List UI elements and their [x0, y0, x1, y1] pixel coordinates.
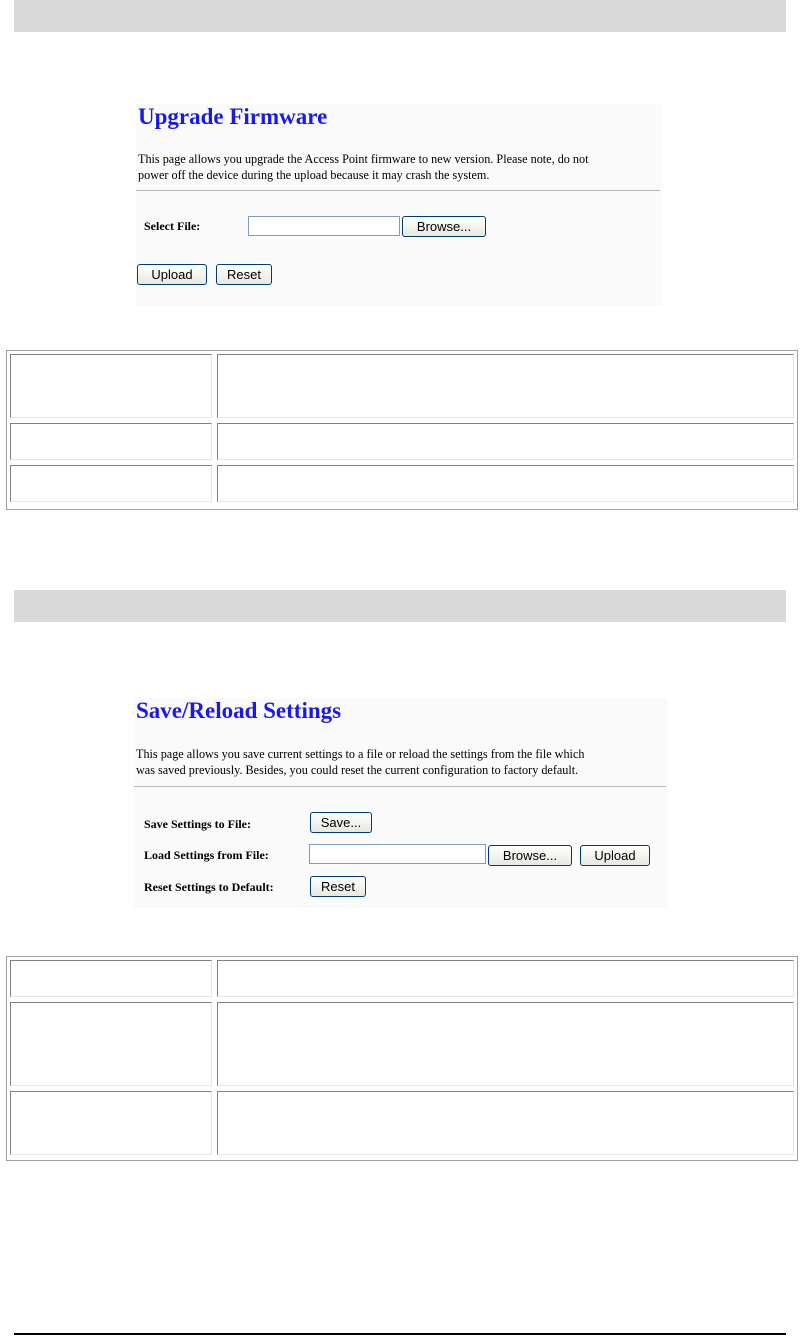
table-cell	[10, 465, 212, 502]
table-row	[10, 1002, 794, 1086]
table-row	[10, 354, 794, 418]
table-cell	[10, 1002, 212, 1086]
table-cell	[217, 960, 794, 997]
table-cell	[10, 423, 212, 460]
table-cell	[10, 1091, 212, 1155]
table-cell	[217, 465, 794, 502]
load-settings-upload-button[interactable]: Upload	[580, 845, 650, 866]
table-cell	[217, 354, 794, 418]
firmware-reset-button[interactable]: Reset	[216, 264, 272, 285]
reset-settings-label: Reset Settings to Default:	[144, 880, 274, 894]
section-header-bar-settings	[14, 590, 786, 622]
settings-description-table	[6, 956, 798, 1161]
upgrade-firmware-divider	[136, 190, 660, 191]
table-row	[10, 465, 794, 502]
page-footer-rule	[14, 1333, 786, 1335]
table-row	[10, 1091, 794, 1155]
firmware-browse-button[interactable]: Browse...	[402, 216, 486, 237]
save-settings-button[interactable]: Save...	[310, 812, 372, 833]
load-settings-label: Load Settings from File:	[144, 848, 269, 862]
table-row	[10, 960, 794, 997]
upgrade-firmware-description-line-1: This page allows you upgrade the Access Point firmware to new version. Please note, do not	[138, 152, 589, 166]
select-file-label: Select File:	[144, 219, 201, 233]
table-cell	[217, 1091, 794, 1155]
save-reload-description-line-2: was saved previously. Besides, you could reset the current configuration to factory default.	[136, 763, 579, 777]
table-cell	[217, 423, 794, 460]
table-row	[10, 423, 794, 460]
upgrade-firmware-title: Upgrade Firmware	[138, 104, 328, 129]
table-cell	[10, 354, 212, 418]
firmware-file-input[interactable]	[248, 216, 400, 236]
upgrade-firmware-description-line-2: power off the device during the upload because it may crash the system.	[138, 168, 490, 182]
section-header-bar-firmware	[14, 0, 786, 32]
load-settings-browse-button[interactable]: Browse...	[488, 845, 572, 866]
load-settings-file-input[interactable]	[309, 844, 486, 864]
table-cell	[10, 960, 212, 997]
save-reload-description-line-1: This page allows you save current settings to a file or reload the settings from the file which	[136, 747, 585, 761]
save-settings-label: Save Settings to File:	[144, 817, 251, 831]
save-reload-divider	[134, 786, 666, 787]
table-cell	[217, 1002, 794, 1086]
upgrade-firmware-panel	[136, 104, 662, 306]
save-reload-settings-title: Save/Reload Settings	[136, 698, 342, 723]
firmware-upload-button[interactable]: Upload	[137, 264, 207, 285]
firmware-description-table	[6, 350, 798, 510]
save-reload-settings-panel	[134, 698, 668, 908]
reset-settings-button[interactable]: Reset	[310, 876, 366, 897]
